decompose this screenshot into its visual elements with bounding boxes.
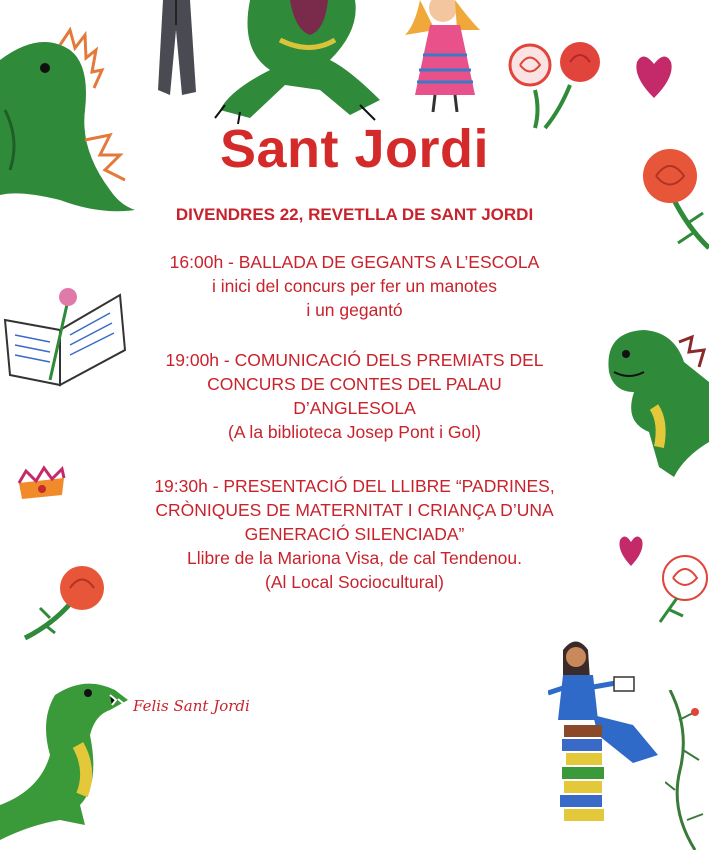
event-line: CRÒNIQUES DE MATERNITAT I CRIANÇA D’UNA [155,500,554,520]
crown-icon [14,463,69,501]
event-line: D’ANGLESOLA [293,398,416,418]
event-line: 16:00h - BALLADA DE GEGANTS A L’ESCOLA [169,252,540,272]
event-line: 19:30h - PRESENTACIÓ DEL LLIBRE “PADRINES, [154,476,555,496]
page-subtitle: DIVENDRES 22, REVETLLA DE SANT JORDI [175,205,534,224]
event-line: (A la biblioteca Josep Pont i Gol) [228,422,481,442]
vine-drawing [665,690,709,850]
event-line: 19:00h - COMUNICACIÓ DELS PREMIATS DEL [165,350,544,370]
rose-left-drawing [20,563,110,643]
event-line: (Al Local Sociocultural) [265,572,444,592]
dragon-right-drawing [604,322,709,482]
rose-outline-drawing [655,550,709,625]
dragon-top-center-drawing [210,0,390,125]
figure-legs-drawing [148,0,208,105]
event-1 [100,250,609,322]
event-line: i inici del concurs per fer un manotes [212,276,497,296]
event-2 [100,348,609,444]
event-line: Llibre de la Mariona Visa, de cal Tendenou. [187,548,522,568]
page-title: Sant Jordi [219,119,490,179]
heart-icon [633,52,675,100]
girl-on-books-drawing [548,635,668,835]
roses-top-right-drawing [505,40,605,130]
event-3 [100,474,609,594]
handwritten-greeting: Felis Sant Jordi [133,697,250,715]
event-line: i un gegantó [306,300,403,320]
event-line: CONCURS DE CONTES DEL PALAU [207,374,502,394]
princess-drawing [395,0,495,115]
dragon-bottom-left-drawing [0,675,135,850]
heart-small-icon [617,533,645,567]
event-line: GENERACIÓ SILENCIADA” [244,524,465,544]
